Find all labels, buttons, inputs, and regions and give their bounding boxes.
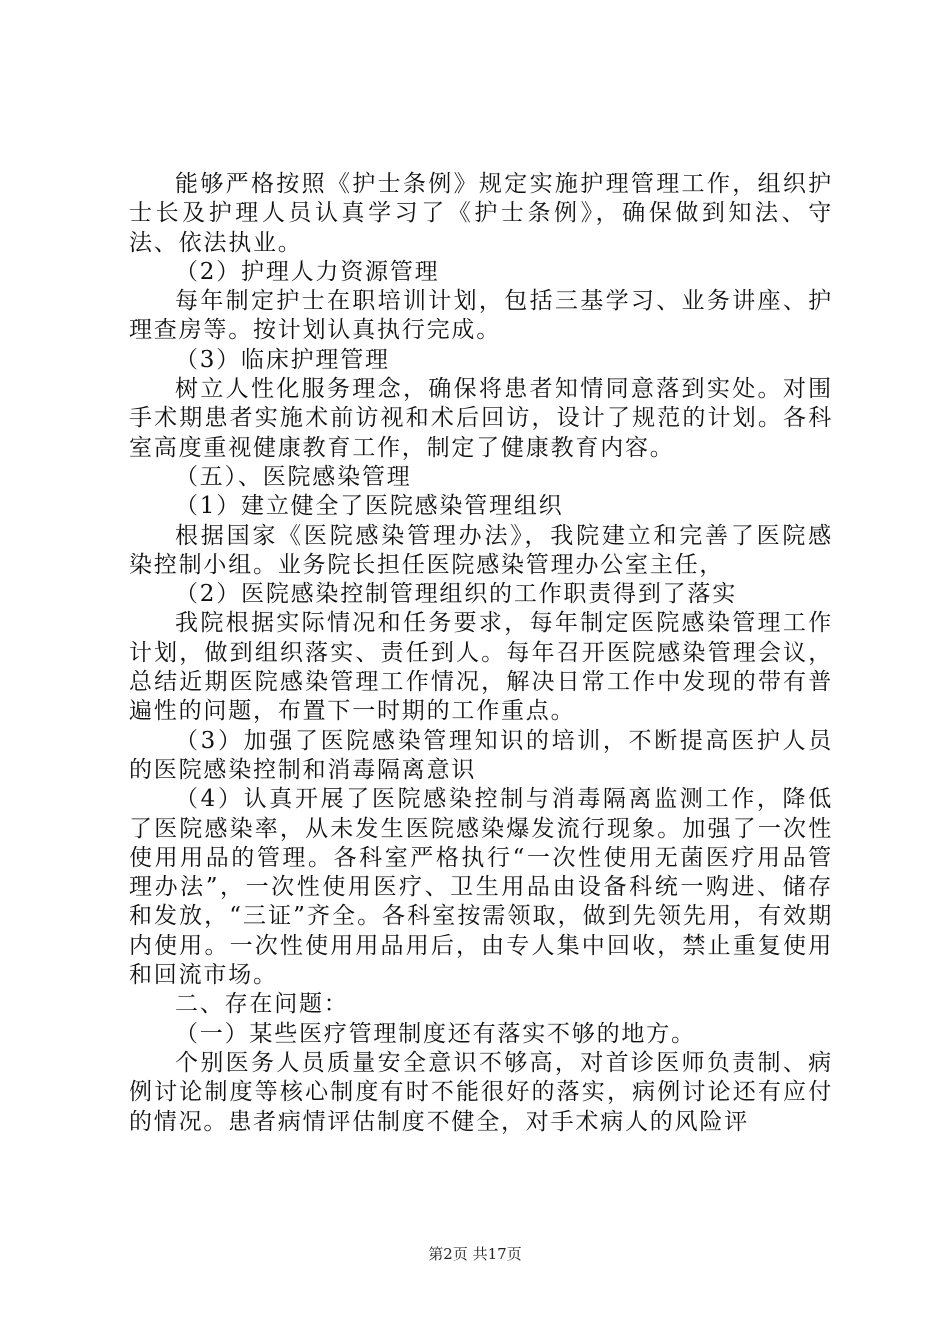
section-heading: （2）医院感染控制管理组织的工作职责得到了落实	[175, 581, 738, 608]
paragraph: 我院根据实际情况和任务要求，每年制定医院感染管理工作计划，做到组织落实、责任到人。每年召开医院感染管理会议，总结近期医院感染管理工作情况，解决日常工作中发现的带有普遍性的问题，布置下一时期的工作重点。	[129, 610, 833, 725]
paragraph: 每年制定护士在职培训计划，包括三基学习、业务讲座、护理查房等。按计划认真执行完成。	[129, 288, 833, 344]
paragraph: （4）认真开展了医院感染控制与消毒隔离监测工作，降低了医院感染率，从未发生医院感染爆发流行现象。加强了一次性使用用品的管理。各科室严格执行“一次性使用无菌医疗用品管理办法”，一次性使用医疗、卫生用品由设备科统一购进、储存和发放，“三证”齐全。各科室按需领取，做到先领先用，有效期内使用。一次性使用用品用后，由专人集中回收，禁止重复使用和回流市场。	[129, 786, 833, 989]
section-heading: （2）护理人力资源管理	[175, 258, 440, 285]
section-heading: （五）、医院感染管理	[175, 463, 412, 490]
section-heading: 二、存在问题：	[175, 991, 349, 1018]
paragraph: （3）加强了医院感染管理知识的培训，不断提高医护人员的医院感染控制和消毒隔离意识	[129, 727, 833, 783]
paragraph: 树立人性化服务理念，确保将患者知情同意落到实处。对围手术期患者实施术前访视和术后回访，设计了规范的计划。各科室高度重视健康教育工作，制定了健康教育内容。	[129, 376, 833, 461]
paragraph: 个别医务人员质量安全意识不够高，对首诊医师负责制、病例讨论制度等核心制度有时不能很好的落实，病例讨论还有应付的情况。患者病情评估制度不健全，对手术病人的风险评	[129, 1049, 833, 1135]
section-heading: （3）临床护理管理	[175, 346, 390, 373]
paragraph: 根据国家《医院感染管理办法》，我院建立和完善了医院感染控制小组。业务院长担任医院感染管理办公室主任，	[129, 522, 833, 578]
paragraph: 能够严格按照《护士条例》规定实施护理管理工作，组织护士长及护理人员认真学习了《护士条例》，确保做到知法、守法、依法执业。	[129, 171, 833, 256]
section-heading: （一）某些医疗管理制度还有落实不够的地方。	[175, 1020, 696, 1047]
body-text	[129, 170, 833, 1137]
section-heading: （1）建立健全了医院感染管理组织	[175, 493, 564, 520]
page-number-footer: 第2页 共17页	[428, 1245, 522, 1263]
